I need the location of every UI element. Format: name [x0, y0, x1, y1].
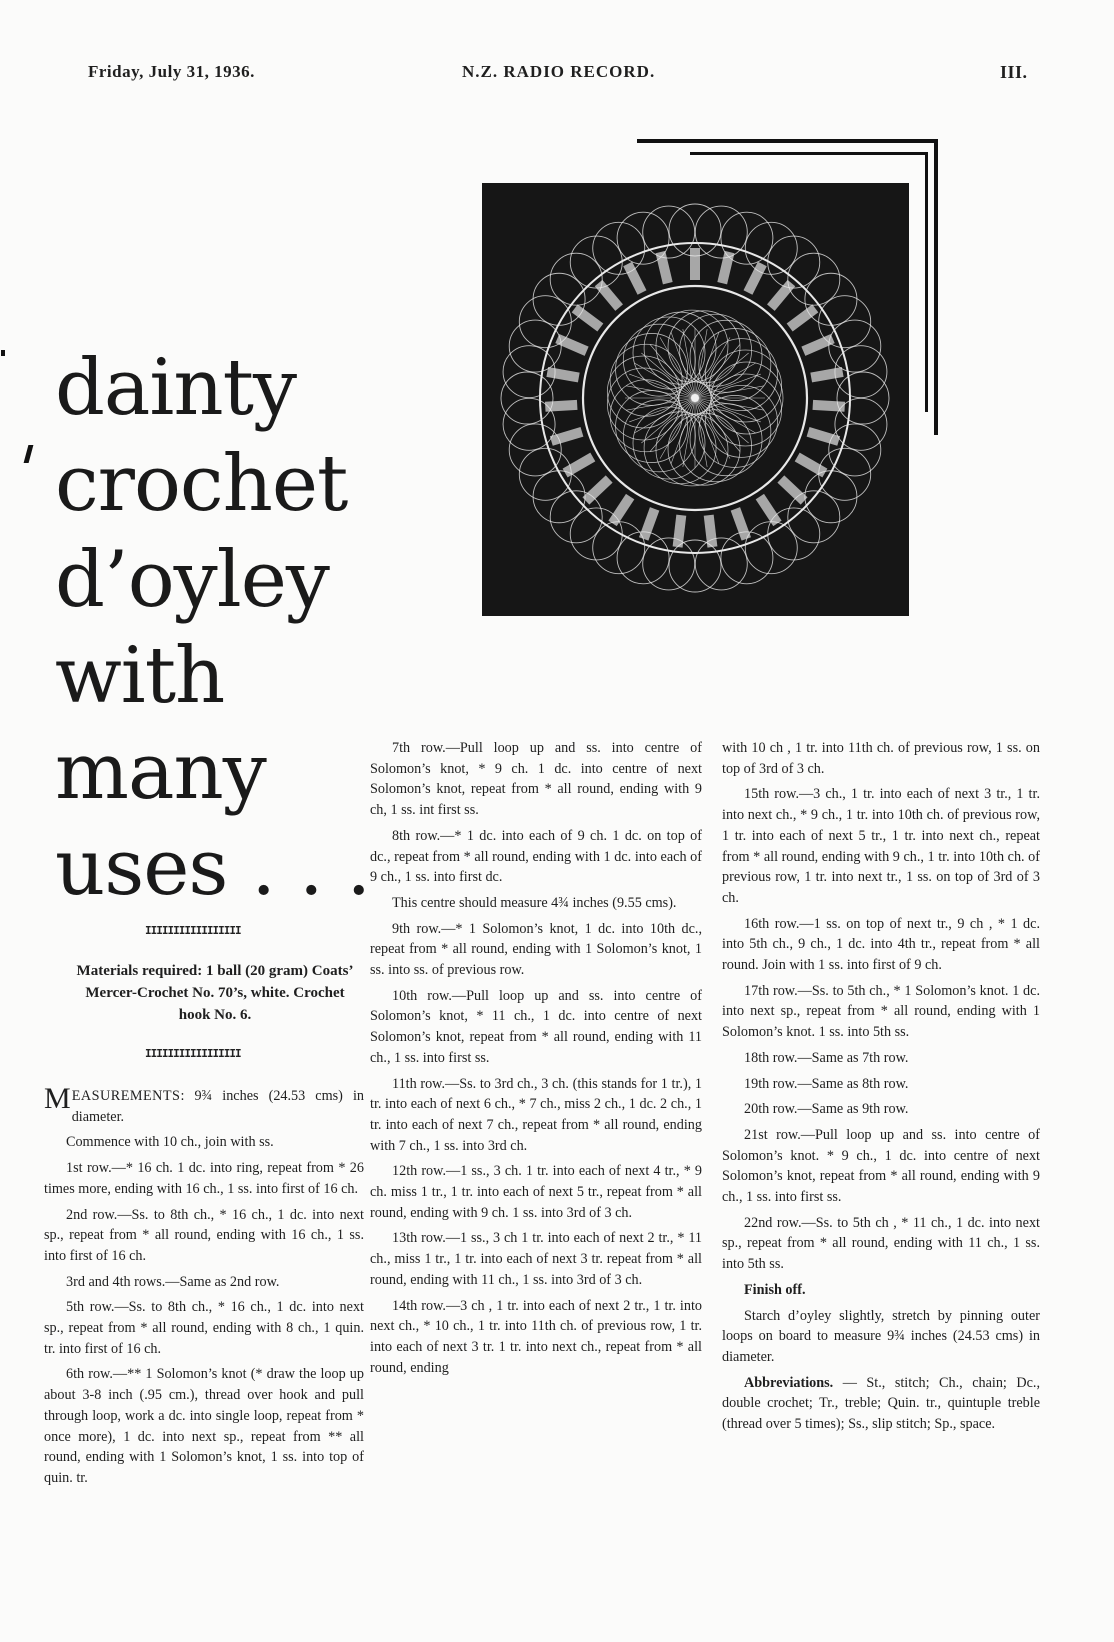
- instruction-paragraph: 16th row.—1 ss. on top of next tr., 9 ch , * 1 dc. into 5th ch., 9 ch., 1 dc. into 4th tr., repeat from * all round. Join with 1 ss. into first of 9 ch.: [722, 915, 1040, 974]
- corner-rule-right-outer: [934, 139, 938, 435]
- measurements-label: EASUREMENTS: [71, 1088, 181, 1104]
- materials-required: Materials required: 1 ball (20 gram) Coats’ Mercer-Crochet No. 70’s, white. Crochet hook No. 6.: [76, 963, 354, 1023]
- finish-off: Finish off.: [744, 1281, 806, 1298]
- corner-rule-right-inner: [925, 152, 928, 412]
- instruction-continuation: with 10 ch , 1 tr. into 11th ch. of previous row, 1 ss. on top of 3rd of 3 ch.: [722, 740, 1040, 777]
- corner-rule-top-outer: [637, 139, 937, 143]
- instruction-paragraph: 1st row.—* 16 ch. 1 dc. into ring, repeat from * 26 times more, ending with 16 ch., 1 ss. into first of 16 ch.: [44, 1160, 364, 1197]
- headline-line: with: [55, 631, 225, 721]
- headline-line: uses . . .: [55, 823, 371, 913]
- instruction-paragraph: 19th row.—Same as 8th row.: [744, 1075, 909, 1092]
- instruction-paragraph: 5th row.—Ss. to 8th ch., * 16 ch., 1 dc. into next sp., repeat from * all round, ending with 8 ch., 1 quin. tr. into first of 16 ch.: [44, 1299, 364, 1357]
- instruction-paragraph: 21st row.—Pull loop up and ss. into centre of Solomon’s knot. * 9 ch., 1 dc. into centre of next Solomon’s knot, repeat from * all round, ending with 9 ch., 1 ss. into first ss.: [722, 1126, 1040, 1206]
- instruction-paragraph: 20th row.—Same as 9th row.: [744, 1101, 909, 1118]
- measurements-paragraph: [44, 1082, 364, 1127]
- instruction-paragraph: 12th row.—1 ss., 3 ch. 1 tr. into each of next 4 tr., * 9 ch. miss 1 tr., 1 tr. into each of next 5 tr., repeat from * all round, ending with 9 ch. 1 ss. into 3rd of 3 ch.: [370, 1163, 702, 1221]
- column-1: [44, 1082, 364, 1494]
- instruction-paragraph: 13th row.—1 ss., 3 ch 1 tr. into each of next 2 tr., * 11 ch., miss 1 tr., 1 tr. into each of next 3 tr. repeat from * all round, ending with 11 ch., 1 ss. into 3rd of 3 ch.: [370, 1230, 702, 1288]
- instruction-paragraph: 11th row.—Ss. to 3rd ch., 3 ch. (this stands for 1 tr.), 1 tr. into each of next 6 ch., * 7 ch., miss 2 ch., 1 dc. 2 ch., 1 tr. into each of next 7 ch., repeat from * all round, ending with 7 ch., 1 ss. into 3rd ch.: [370, 1075, 702, 1154]
- drop-cap: M: [44, 1082, 71, 1115]
- headline: [55, 340, 370, 916]
- abbreviations-text: — St., stitch; Ch., chain; Dc., double crochet; Tr., treble; Quin. tr., quintuple treble (thread over 5 times); Ss., slip stitch; Sp., space.: [722, 1374, 1040, 1433]
- headline-line: many: [55, 727, 266, 817]
- instruction-paragraph: 22nd row.—Ss. to 5th ch , * 11 ch., 1 dc. into next sp., repeat from * all round, ending with 11 ch., 1 ss. into 5th ss.: [722, 1214, 1040, 1273]
- instruction-paragraph: Commence with 10 ch., join with ss.: [66, 1134, 274, 1151]
- instruction-paragraph: 10th row.—Pull loop up and ss. into centre of Solomon’s knot, * 11 ch., 1 dc. into centre of next Solomon’s knot, repeat from * all round, ending with 11 ch., 1 ss. into first ss.: [370, 987, 702, 1066]
- headline-line: dainty: [55, 343, 297, 433]
- doyley-illustration: [482, 183, 909, 616]
- instruction-paragraph: 18th row.—Same as 7th row.: [744, 1049, 909, 1066]
- publication-title: N.Z. RADIO RECORD.: [462, 62, 656, 81]
- corner-rule-top-inner: [690, 152, 928, 155]
- abbreviations-label: Abbreviations.: [744, 1374, 834, 1391]
- instruction-paragraph: 8th row.—* 1 dc. into each of 9 ch. 1 dc. on top of dc., repeat from * all round, ending with 1 dc. into each of 9 ch., 1 ss. into first dc.: [370, 827, 702, 886]
- doyley-photograph: [482, 183, 909, 616]
- instruction-paragraph: 17th row.—Ss. to 5th ch., * 1 Solomon’s knot. 1 dc. into next sp., repeat from * all round, ending with 1 Solomon’s knot. 1 ss. into 5th ss.: [722, 982, 1040, 1041]
- headline-line: crochet: [55, 439, 348, 529]
- instruction-paragraph: 2nd row.—Ss. to 8th ch., * 16 ch., 1 dc. into next sp., repeat from * all round, ending with 16 ch., 1 ss. into first of 16 ch.: [44, 1206, 364, 1264]
- instruction-paragraph: Starch d’oyley slightly, stretch by pinning outer loops on board to measure 9¾ inches (24.53 cms) in diameter.: [722, 1307, 1040, 1365]
- measurements-text: : 9¾ inches (24.53 cms) in diameter.: [71, 1088, 364, 1125]
- ornament-rule: IIIIIIIIIIIIIIIII: [145, 1047, 241, 1060]
- instruction-paragraph: 14th row.—3 ch , 1 tr. into each of next 2 tr., 1 tr. into next ch., * 10 ch., 1 tr. into 11th ch. of previous row, 1 tr. into each of next 3 tr. 1 tr. into next ch., repeat from * all round, ending: [370, 1297, 702, 1376]
- instruction-paragraph: 3rd and 4th rows.—Same as 2nd row.: [66, 1273, 280, 1290]
- margin-mark: [24, 445, 34, 463]
- instruction-paragraph: 6th row.—** 1 Solomon’s knot (* draw the loop up about 3-8 inch (.95 cm.), thread over hook and pull through loop, work a dc. into single loop, repeat from * once more), 1 dc. into next sp., repeat from ** all round, ending with 1 Solomon’s knot, 1 ss. into top of quin. tr.: [44, 1366, 364, 1486]
- page-number: III.: [1000, 62, 1028, 82]
- ornament-rule: IIIIIIIIIIIIIIIII: [145, 924, 241, 937]
- instruction-paragraph: This centre should measure 4¾ inches (9.55 cms).: [392, 894, 677, 911]
- issue-date: Friday, July 31, 1936.: [88, 62, 255, 81]
- margin-mark: [1, 350, 5, 356]
- instruction-paragraph: 15th row.—3 ch., 1 tr. into each of next 3 tr., 1 tr. into next ch., * 9 ch., 1 tr. into 10th ch. of previous row, 1 tr. into each of next 5 tr., 1 tr. into next ch., repeat from * all round, ending with 9 ch., 1 tr. into 10th ch. of previous row, 1 tr. into next tr., 1 ss. on top of 3rd of 3 ch.: [722, 786, 1040, 906]
- headline-line: d’oyley: [55, 535, 329, 625]
- instruction-paragraph: 7th row.—Pull loop up and ss. into centre of Solomon’s knot, * 9 ch. 1 dc. into centre of next Solomon’s knot, repeat from * all round, ending with 9 ch, 1 ss. int first ss.: [370, 740, 702, 819]
- column-3: [722, 738, 1040, 1440]
- column-2: [370, 738, 702, 1383]
- abbreviations-paragraph: [722, 1373, 1040, 1435]
- instruction-paragraph: 9th row.—* 1 Solomon’s knot, 1 dc. into 10th dc., repeat from * all round, ending with 1 Solomon’s knot, 1 ss. into ss. of previous row.: [370, 920, 702, 979]
